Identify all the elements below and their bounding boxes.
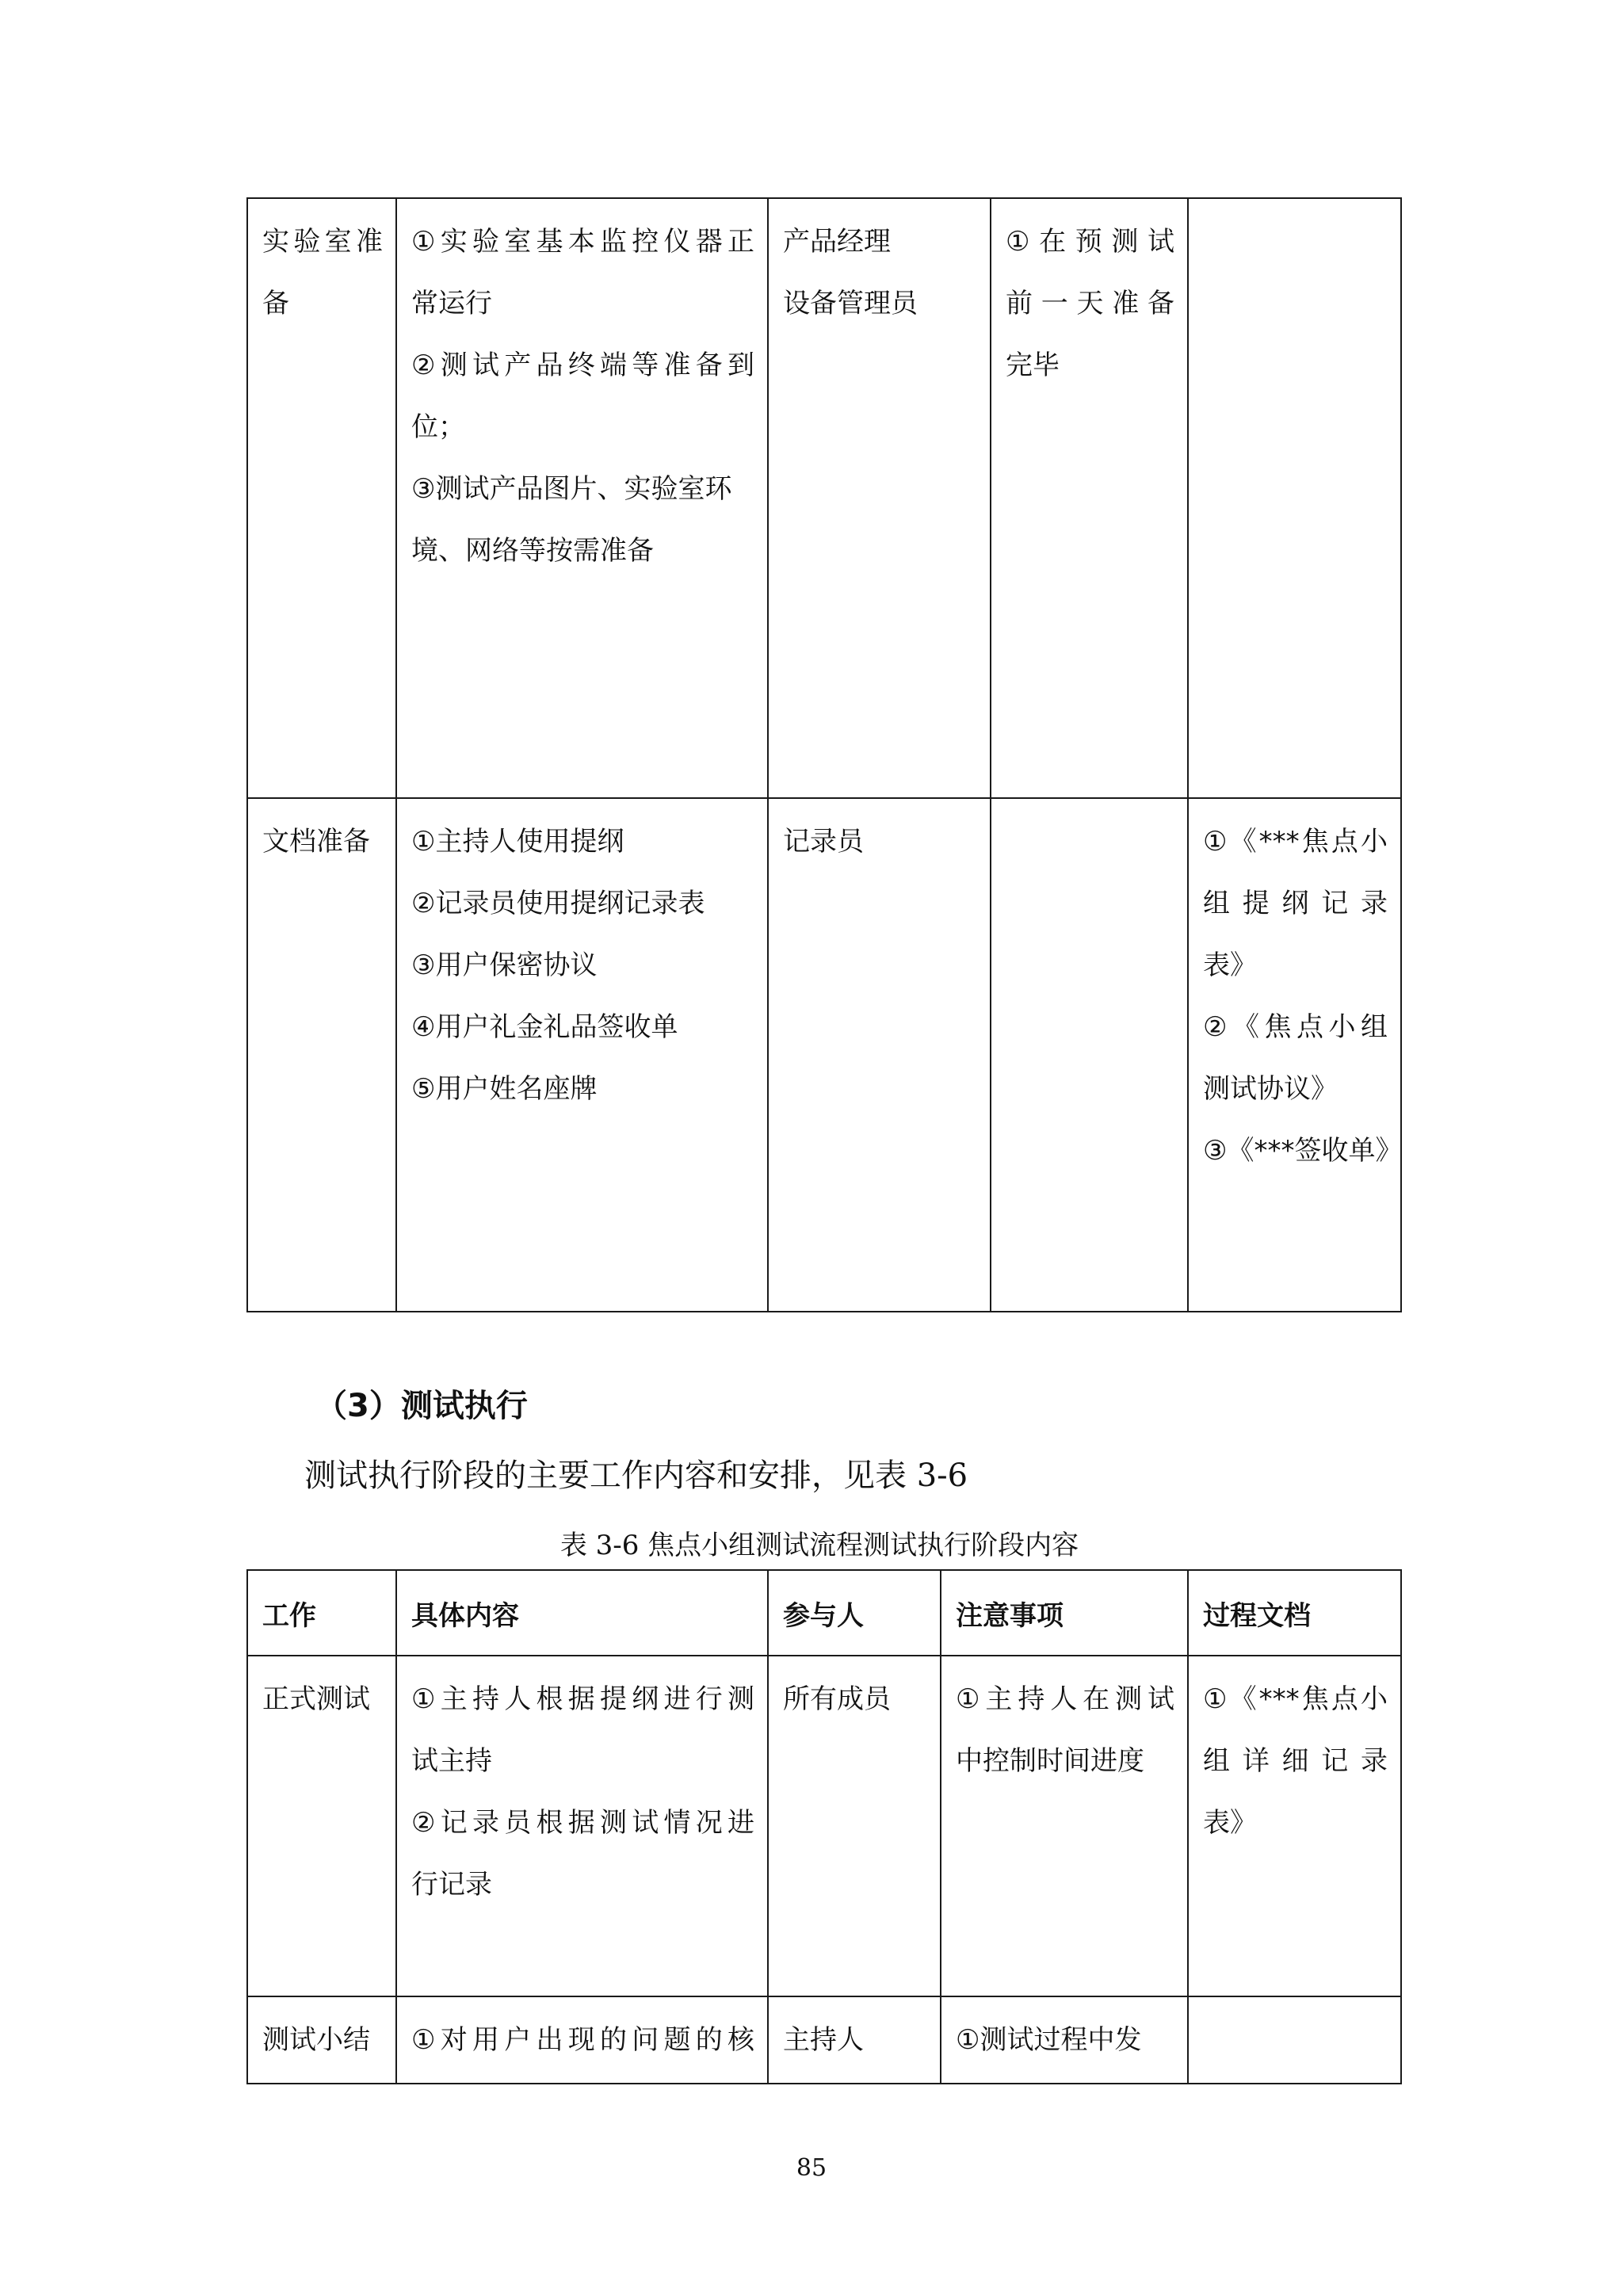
cell-line: ①主持人在测试 bbox=[956, 1683, 1174, 1715]
section-heading: （3）测试执行 bbox=[315, 1388, 528, 1424]
table-caption: 表 3-6 焦点小组测试流程测试执行阶段内容 bbox=[559, 1530, 1079, 1561]
cell-line: 记录员 bbox=[783, 826, 864, 858]
participants-cell bbox=[768, 198, 991, 798]
participants-cell bbox=[768, 798, 991, 1312]
docs-cell bbox=[1188, 1656, 1401, 1996]
cell-line: 试主持 bbox=[411, 1745, 492, 1777]
body-paragraph: 测试执行阶段的主要工作内容和安排，见表 3-6 bbox=[304, 1457, 968, 1494]
cell-line: ①《***焦点小 bbox=[1203, 1683, 1388, 1715]
work-cell bbox=[247, 798, 396, 1312]
header-notes: 注意事项 bbox=[941, 1570, 1188, 1656]
cell-line: 前一天准备 bbox=[1006, 288, 1174, 319]
notes-cell bbox=[991, 798, 1188, 1312]
cell-line: 正式测试 bbox=[262, 1683, 370, 1715]
cell-line: 设备管理员 bbox=[783, 288, 918, 319]
header-content: 具体内容 bbox=[396, 1570, 768, 1656]
cell-line: ⑤用户姓名座牌 bbox=[411, 1073, 598, 1105]
content-cell bbox=[396, 1656, 768, 1996]
cell-line: ③《***签收单》 bbox=[1203, 1135, 1403, 1167]
cell-line: ①在预测试 bbox=[1006, 226, 1174, 258]
notes-cell bbox=[991, 198, 1188, 798]
header-work: 工作 bbox=[247, 1570, 396, 1656]
cell-line: 测试小结 bbox=[262, 2024, 370, 2056]
cell-line: ③测试产品图片、实验室环 bbox=[411, 473, 732, 505]
cell-line: ②测试产品终端等准备到 bbox=[411, 350, 754, 381]
cell-line: ①主持人使用提纲 bbox=[411, 826, 624, 858]
cell-line: 主持人 bbox=[783, 2024, 864, 2056]
cell-line: 文档准备 bbox=[262, 826, 370, 858]
content-cell bbox=[396, 798, 768, 1312]
notes-cell bbox=[941, 1996, 1188, 2084]
execution-table bbox=[246, 1569, 1402, 2084]
table-row bbox=[247, 798, 1401, 1312]
notes-cell bbox=[941, 1656, 1188, 1996]
cell-line: 备 bbox=[262, 288, 289, 319]
content-cell bbox=[396, 1996, 768, 2084]
cell-line: 表》 bbox=[1203, 1807, 1257, 1839]
header-docs: 过程文档 bbox=[1188, 1570, 1401, 1656]
cell-line: ②记录员根据测试情况进 bbox=[411, 1807, 754, 1839]
cell-line: 组提纲记录 bbox=[1203, 888, 1388, 919]
header-participants: 参与人 bbox=[768, 1570, 941, 1656]
cell-line: 所有成员 bbox=[783, 1683, 891, 1715]
participants-cell bbox=[768, 1996, 941, 2084]
cell-line: 组详细记录 bbox=[1203, 1745, 1388, 1777]
cell-line: 完毕 bbox=[1006, 350, 1060, 381]
cell-line: ②记录员使用提纲记录表 bbox=[411, 888, 705, 919]
docs-cell bbox=[1188, 198, 1401, 798]
docs-cell bbox=[1188, 1996, 1401, 2084]
cell-line: ③用户保密协议 bbox=[411, 949, 598, 981]
cell-line: ①对用户出现的问题的核 bbox=[411, 2024, 754, 2056]
cell-line: ②《焦点小组 bbox=[1203, 1011, 1388, 1043]
table-row bbox=[247, 198, 1401, 798]
cell-line: 常运行 bbox=[411, 288, 492, 319]
cell-line: 测试协议》 bbox=[1203, 1073, 1338, 1105]
cell-line: ①实验室基本监控仪器正 bbox=[411, 226, 754, 258]
table-row bbox=[247, 1996, 1401, 2084]
cell-line: 行记录 bbox=[411, 1869, 492, 1901]
docs-cell bbox=[1188, 798, 1401, 1312]
cell-line: 产品经理 bbox=[783, 226, 891, 258]
cell-line: ①主持人根据提纲进行测 bbox=[411, 1683, 754, 1715]
table-row bbox=[247, 1656, 1401, 1996]
work-cell bbox=[247, 1996, 396, 2084]
cell-line: ①《***焦点小 bbox=[1203, 826, 1388, 858]
preparation-table bbox=[246, 197, 1402, 1312]
work-cell bbox=[247, 1656, 396, 1996]
cell-line: ①测试过程中发 bbox=[956, 2024, 1142, 2056]
page-number: 85 bbox=[796, 2154, 827, 2182]
cell-line: 位； bbox=[411, 411, 465, 443]
cell-line: ④用户礼金礼品签收单 bbox=[411, 1011, 678, 1043]
cell-line: 境、网络等按需准备 bbox=[411, 535, 654, 567]
content-cell bbox=[396, 198, 768, 798]
table-header-row bbox=[247, 1570, 1401, 1656]
cell-line: 表》 bbox=[1203, 949, 1257, 981]
cell-line: 实验室准 bbox=[262, 226, 383, 258]
work-cell bbox=[247, 198, 396, 798]
cell-line: 中控制时间进度 bbox=[956, 1745, 1144, 1777]
participants-cell bbox=[768, 1656, 941, 1996]
